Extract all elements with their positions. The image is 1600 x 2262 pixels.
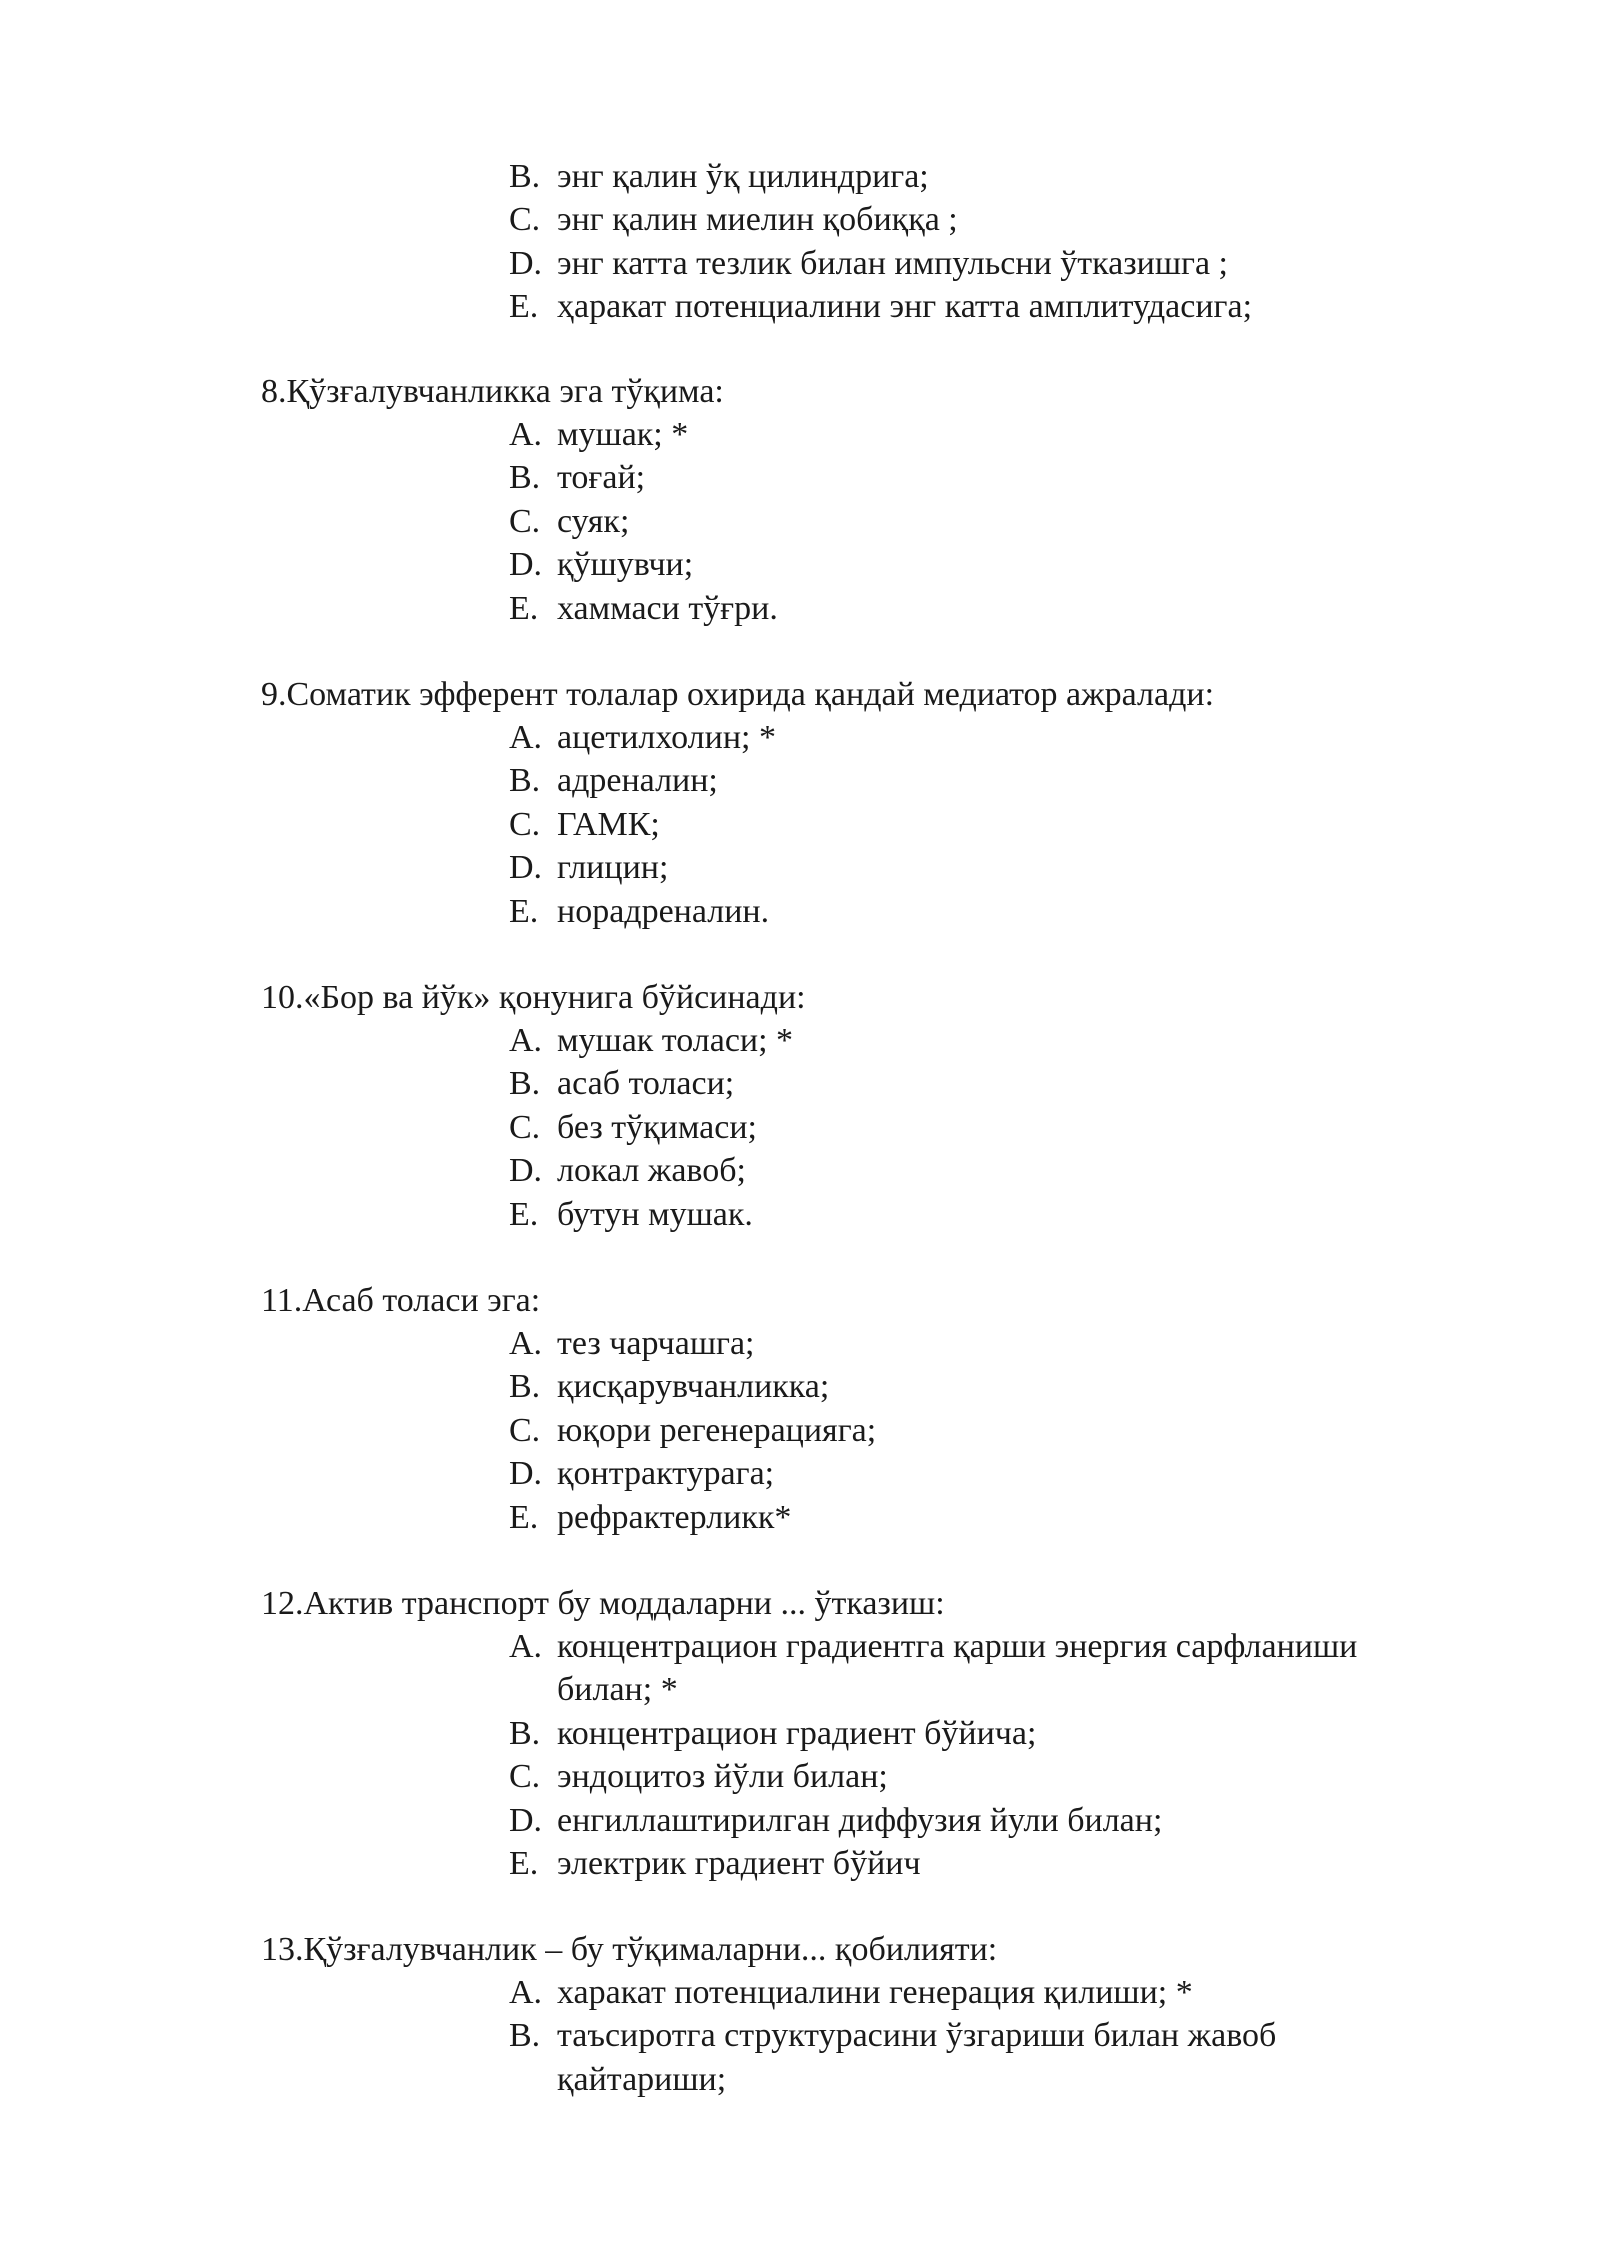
option-b xyxy=(509,155,1489,198)
option-e xyxy=(509,285,1489,328)
options-list-question-10 xyxy=(509,1019,1489,1236)
options-list-question-8 xyxy=(509,413,1489,630)
option-b xyxy=(509,1712,1459,1755)
option-a xyxy=(509,716,1489,759)
option-b xyxy=(509,759,1489,802)
option-text: асаб толаси; xyxy=(557,1065,735,1103)
option-letter: C. xyxy=(509,502,541,540)
option-e xyxy=(509,587,1489,630)
option-c xyxy=(509,803,1489,846)
option-letter: D. xyxy=(509,1152,543,1190)
option-a xyxy=(509,1019,1489,1062)
option-text: электрик градиент бўйич xyxy=(557,1845,921,1883)
option-text: енгиллаштирилган диффузия йули билан; xyxy=(557,1801,1163,1839)
option-text: эндоцитоз йўли билан; xyxy=(557,1758,888,1796)
option-text: энг қалин миелин қобиққа ; xyxy=(557,201,958,239)
option-text: глицин; xyxy=(557,849,669,887)
option-letter: E. xyxy=(509,1845,539,1883)
option-text: локал жавоб; xyxy=(557,1152,746,1190)
option-letter: E. xyxy=(509,589,539,627)
option-b xyxy=(509,1062,1489,1105)
option-c xyxy=(509,500,1489,543)
option-letter: E. xyxy=(509,1195,539,1233)
options-list-question-13 xyxy=(509,1971,1409,2101)
options-list-question-9 xyxy=(509,716,1489,933)
option-letter: C. xyxy=(509,1411,541,1449)
option-letter: B. xyxy=(509,2017,541,2055)
option-text: норадреналин. xyxy=(557,892,770,930)
question-10-title: 10.«Бор ва йўк» қонунига бўйсинади: xyxy=(261,979,806,1016)
option-c xyxy=(509,1755,1459,1798)
option-letter: B. xyxy=(509,1065,541,1103)
option-text: энг катта тезлик билан импульсни ўтказишга ; xyxy=(557,244,1229,282)
option-e xyxy=(509,1842,1459,1885)
option-text: юқори регенерацияга; xyxy=(557,1411,877,1449)
option-letter: D. xyxy=(509,1801,543,1839)
option-letter: A. xyxy=(509,1325,543,1362)
option-text: хаммаси тўғри. xyxy=(557,589,778,627)
option-d xyxy=(509,242,1489,285)
option-letter: D. xyxy=(509,849,543,887)
option-text: мушак; * xyxy=(557,416,689,453)
option-text: ацетилхолин; * xyxy=(557,719,776,756)
option-letter: B. xyxy=(509,158,541,195)
option-letter: C. xyxy=(509,1758,541,1796)
option-text: тоғай; xyxy=(557,459,646,497)
option-text: харакат потенциалини генерация қилиши; * xyxy=(557,1974,1193,2011)
option-e xyxy=(509,1193,1489,1236)
option-b xyxy=(509,456,1489,499)
option-d xyxy=(509,1149,1489,1192)
option-d xyxy=(509,543,1489,586)
option-letter: B. xyxy=(509,459,541,497)
option-letter: E. xyxy=(509,1498,539,1536)
option-text: тез чарчашга; xyxy=(557,1325,755,1362)
option-b xyxy=(509,2014,1409,2101)
option-letter: C. xyxy=(509,1108,541,1146)
option-e xyxy=(509,1496,1489,1539)
option-text: таъсиротга структурасини ўзгариши билан жавоб қайтариши; xyxy=(557,2017,1277,2098)
option-d xyxy=(509,1799,1459,1842)
option-text: мушак толаси; * xyxy=(557,1022,794,1059)
option-c xyxy=(509,1409,1489,1452)
option-b xyxy=(509,1365,1489,1408)
option-letter: A. xyxy=(509,416,543,453)
option-text: суяк; xyxy=(557,502,630,540)
option-text: қонтрактурага; xyxy=(557,1455,775,1493)
option-a xyxy=(509,1322,1489,1365)
option-text: концентрацион градиент бўйича; xyxy=(557,1714,1037,1752)
question-11-title: 11.Асаб толаси эга: xyxy=(261,1282,541,1319)
question-8-title: 8.Қўзғалувчанликка эга тўқима: xyxy=(261,373,724,410)
question-9-title: 9.Соматик эфферент толалар охирида қандай медиатор ажралади: xyxy=(261,676,1215,713)
option-text: адреналин; xyxy=(557,762,718,800)
option-text: қўшувчи; xyxy=(557,546,694,584)
option-letter: D. xyxy=(509,1455,543,1493)
option-letter: D. xyxy=(509,546,543,584)
option-letter: A. xyxy=(509,1974,543,2011)
options-list-question-12 xyxy=(509,1625,1459,1885)
options-list-fragment xyxy=(509,155,1489,329)
options-list-question-11 xyxy=(509,1322,1489,1539)
option-letter: B. xyxy=(509,1714,541,1752)
option-d xyxy=(509,1452,1489,1495)
option-text: энг қалин ўқ цилиндрига; xyxy=(557,158,929,195)
question-12-title: 12.Актив транспорт бу моддаларни ... ўтказиш: xyxy=(261,1585,945,1622)
option-letter: B. xyxy=(509,762,541,800)
option-letter: A. xyxy=(509,1628,543,1665)
option-text: ГАМК; xyxy=(557,805,660,843)
option-text: без тўқимаси; xyxy=(557,1108,757,1146)
option-text: концентрацион градиентга қарши энергия сарфланиши билан; * xyxy=(557,1628,1358,1709)
option-text: рефрактерликк* xyxy=(557,1498,792,1536)
option-a xyxy=(509,1625,1459,1712)
option-letter: E. xyxy=(509,892,539,930)
option-e xyxy=(509,890,1489,933)
option-letter: C. xyxy=(509,201,541,239)
option-d xyxy=(509,846,1489,889)
option-text: ҳаракат потенциалини энг катта амплитудасига; xyxy=(557,288,1253,326)
option-a xyxy=(509,1971,1409,2014)
option-a xyxy=(509,413,1489,456)
option-text: қисқарувчанликка; xyxy=(557,1368,830,1406)
option-c xyxy=(509,198,1489,241)
option-letter: A. xyxy=(509,1022,543,1059)
question-13-title: 13.Қўзғалувчанлик – бу тўқималарни... қобилияти: xyxy=(261,1931,998,1968)
option-letter: D. xyxy=(509,244,543,282)
option-text: бутун мушак. xyxy=(557,1195,753,1233)
option-c xyxy=(509,1106,1489,1149)
option-letter: A. xyxy=(509,719,543,756)
option-letter: E. xyxy=(509,288,539,326)
option-letter: B. xyxy=(509,1368,541,1406)
option-letter: C. xyxy=(509,805,541,843)
